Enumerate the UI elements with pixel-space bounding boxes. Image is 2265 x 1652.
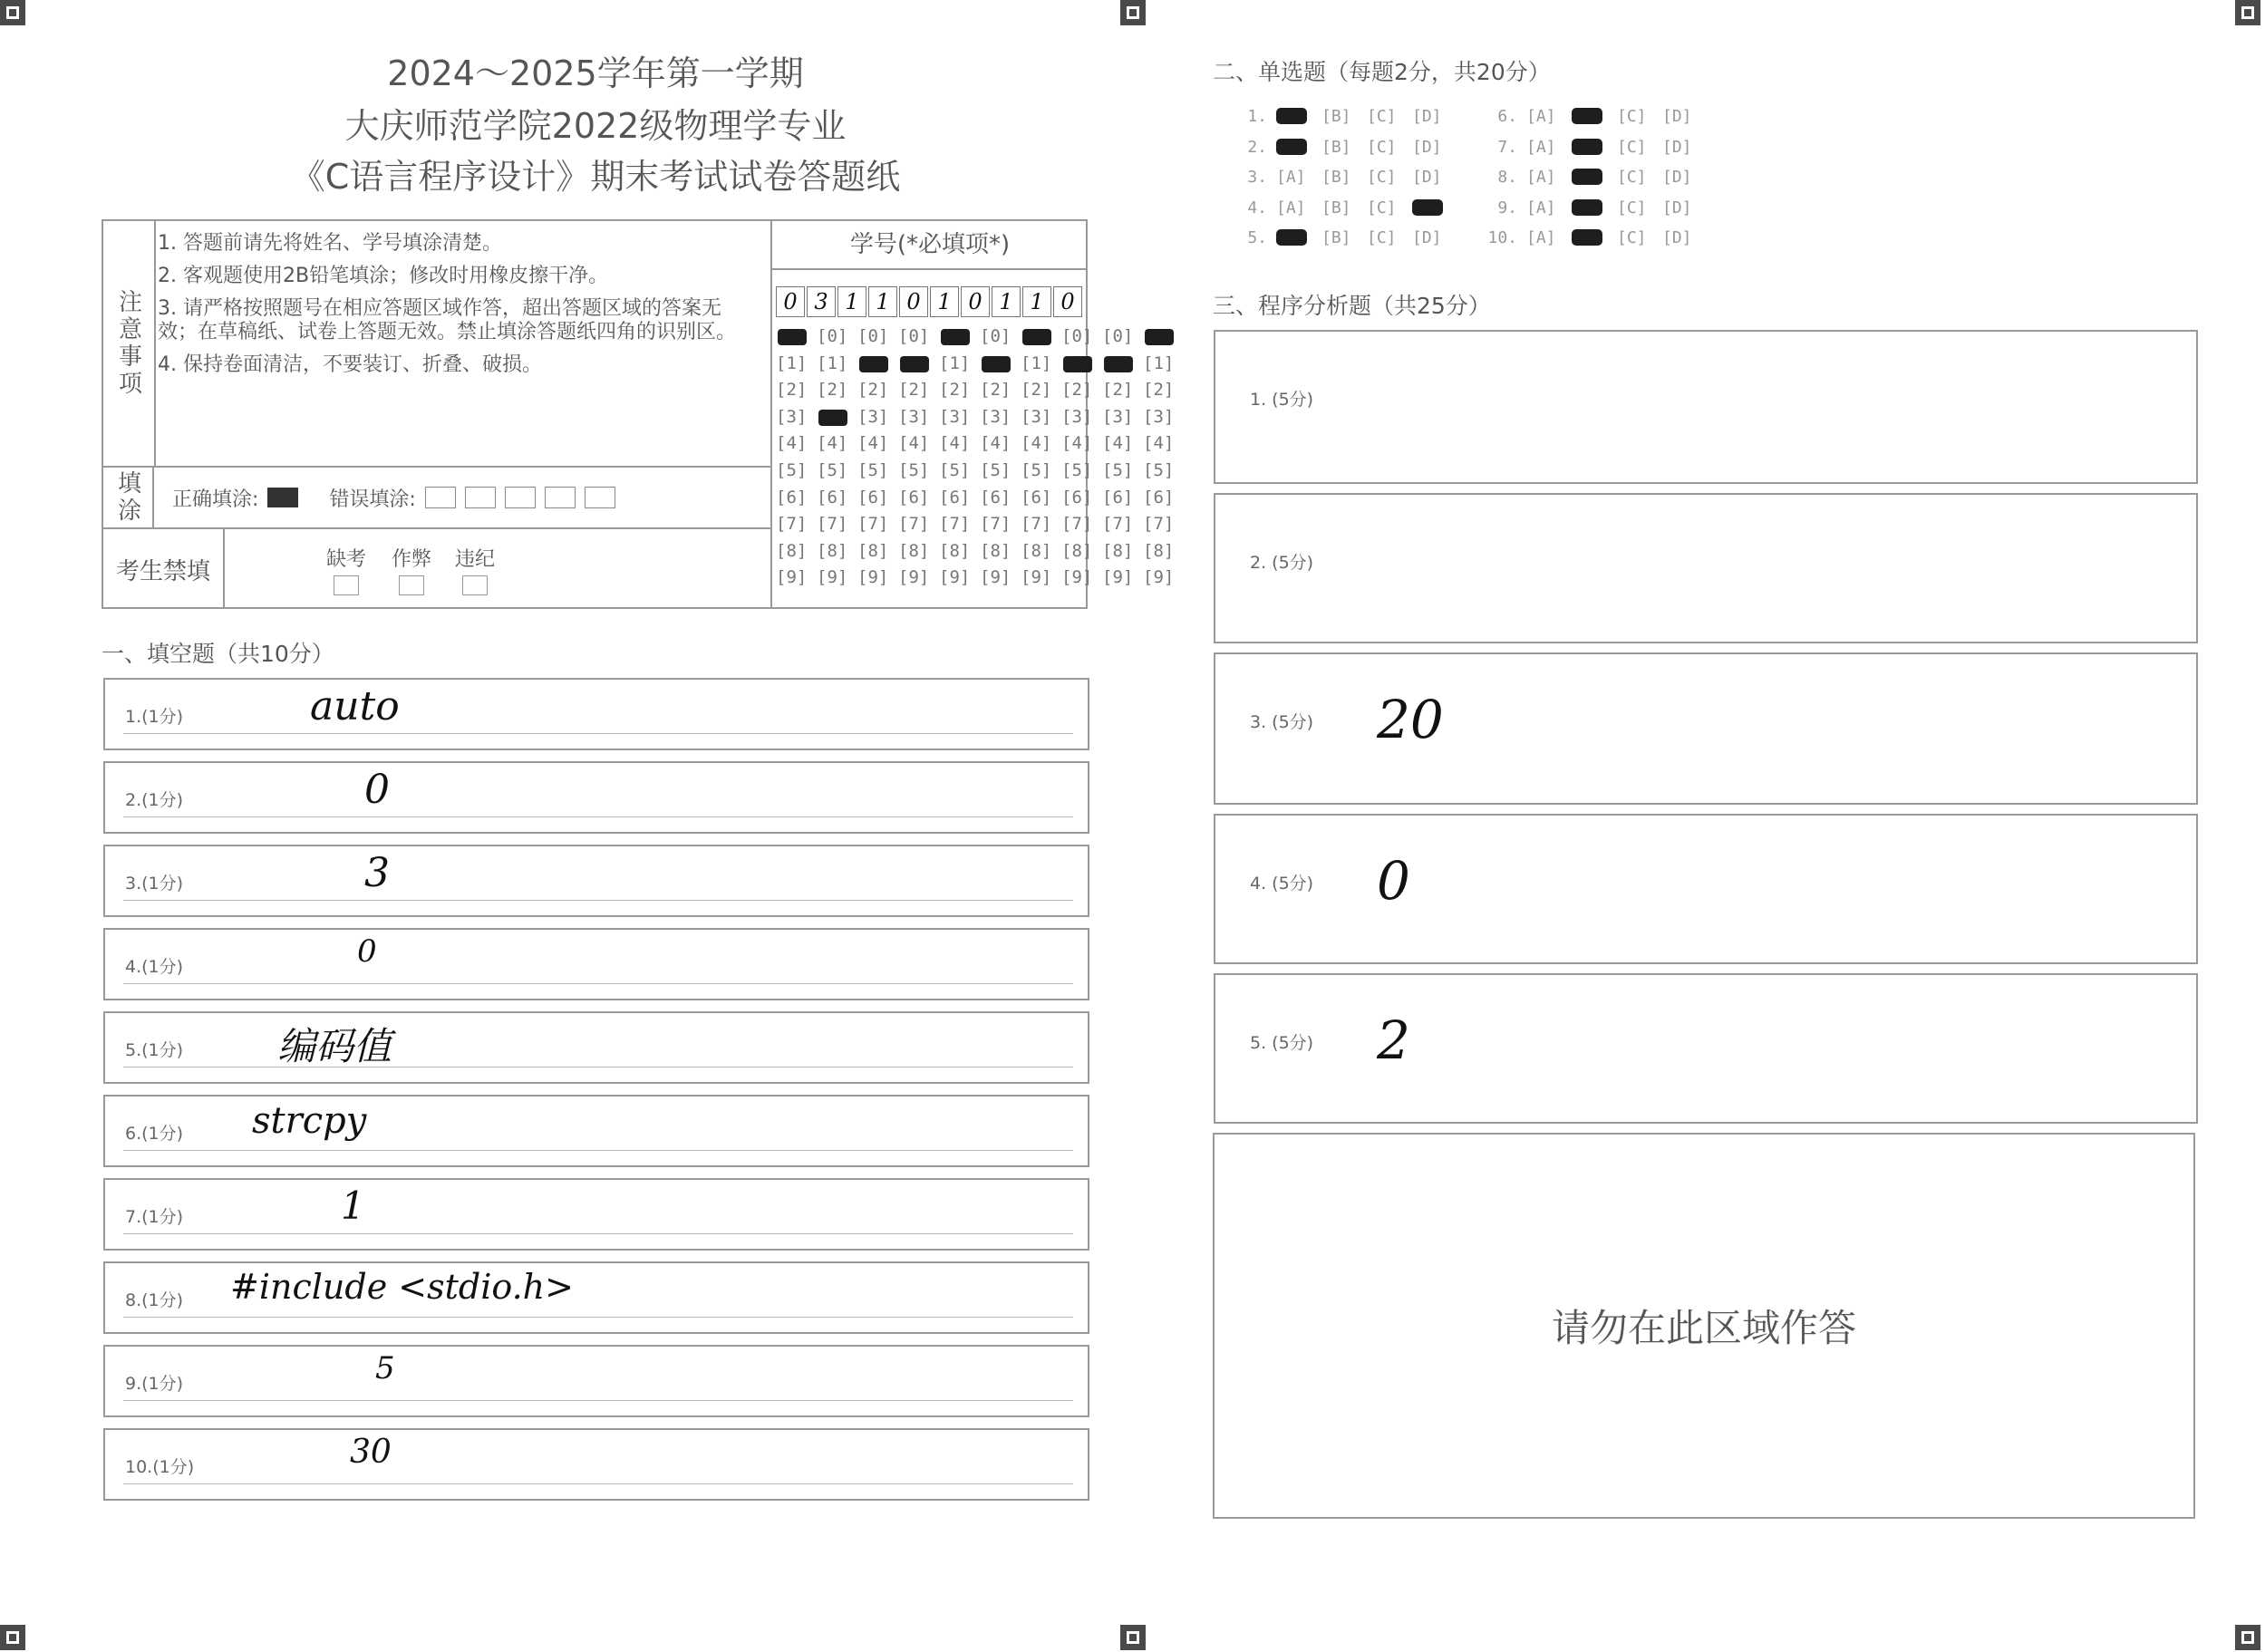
student-id-digit[interactable]: 3 (807, 286, 836, 317)
student-id-bubble[interactable]: [6] (898, 487, 930, 507)
student-id-bubble[interactable]: [4] (776, 433, 808, 454)
mcq-option[interactable]: [C] (1617, 137, 1647, 157)
no-answer-zone: 请勿在此区域作答 (1213, 1133, 2195, 1519)
student-id-digit[interactable]: 0 (961, 286, 990, 317)
fill-blank-box[interactable] (103, 1345, 1089, 1417)
mcq-option[interactable]: [A] (1276, 168, 1306, 188)
mcq-option-filled[interactable] (1276, 138, 1321, 157)
mcq-option[interactable]: [C] (1617, 198, 1647, 217)
student-id-bubble[interactable]: [3] (1143, 406, 1175, 427)
student-id-digit[interactable]: 1 (992, 286, 1021, 317)
student-id-bubble[interactable]: [6] (1021, 487, 1052, 507)
fill-blank-box[interactable] (103, 1095, 1089, 1167)
absent-item (326, 544, 366, 595)
mcq-row (1227, 193, 1735, 224)
student-id-bubble[interactable]: [9] (898, 567, 930, 588)
fill-blank-number: 7.(1分) (125, 1207, 184, 1227)
student-id-digit[interactable]: 0 (899, 286, 928, 317)
handwritten-answer: auto (310, 683, 400, 729)
cheating-item (392, 544, 431, 595)
student-id-bubble[interactable]: [3] (898, 406, 930, 427)
multiple-choice-grid (1227, 101, 1735, 254)
wrong-fill-label: 错误填涂: (329, 488, 416, 511)
program-analysis-box[interactable] (1214, 973, 2198, 1124)
student-id-bubble[interactable]: [8] (776, 540, 808, 561)
mcq-option[interactable]: [C] (1617, 107, 1647, 127)
mcq-question (1477, 107, 1728, 126)
fill-blank-number: 2.(1分) (125, 790, 184, 810)
mcq-row (1227, 162, 1735, 193)
fill-blank-number: 1.(1分) (125, 707, 184, 727)
notice-item: 2. 客观题使用2B铅笔填涂；修改时用橡皮擦干净。 (158, 265, 609, 287)
answer-line (123, 1067, 1073, 1068)
fill-blank-number: 10.(1分) (125, 1457, 195, 1477)
bubble-row (776, 460, 1184, 488)
mcq-option-filled[interactable] (1276, 107, 1321, 126)
header-exam: 《C语言程序设计》期末考试试卷答题纸 (290, 157, 901, 197)
notice-item: 4. 保持卷面清洁，不要装订、折叠、破损。 (158, 353, 542, 376)
student-id-bubble[interactable]: [9] (817, 567, 848, 588)
student-id-bubble[interactable]: [5] (857, 459, 889, 480)
bubble-row (776, 407, 1184, 434)
handwritten-answer: 编码值 (277, 1024, 392, 1068)
wrong-fill-sample-partial (545, 487, 576, 508)
mcq-question (1477, 198, 1728, 217)
mcq-option[interactable]: [B] (1321, 107, 1351, 127)
corner-marker-bottom-right (2235, 1625, 2260, 1650)
mcq-option-filled[interactable] (1276, 228, 1321, 247)
handwritten-answer: 0 (357, 933, 377, 970)
mcq-option-filled[interactable] (1572, 138, 1617, 157)
absent-label: 缺考 (326, 548, 367, 571)
answer-line (123, 1317, 1073, 1318)
student-id-bubble-filled[interactable] (857, 353, 898, 381)
fill-blank-number: 6.(1分) (125, 1124, 184, 1144)
mcq-number: 3. (1247, 168, 1267, 188)
fill-blank-box[interactable] (103, 845, 1089, 917)
student-id-bubble[interactable]: [9] (939, 567, 971, 588)
mcq-option[interactable]: [C] (1617, 228, 1647, 248)
mcq-question (1477, 168, 1728, 187)
student-id-bubble[interactable]: [9] (1143, 567, 1175, 588)
mcq-option[interactable]: [D] (1412, 137, 1442, 157)
mcq-option[interactable]: [C] (1367, 228, 1397, 248)
fill-label-cell (103, 466, 154, 527)
answer-line (123, 1400, 1073, 1401)
fill-label: 填涂 (113, 470, 141, 525)
mcq-option[interactable]: [D] (1662, 168, 1692, 188)
corner-marker-top-right (2235, 0, 2260, 25)
student-id-bubble[interactable]: [4] (898, 433, 930, 454)
mcq-row (1227, 132, 1735, 163)
mcq-number: 2. (1247, 137, 1267, 157)
mcq-row (1227, 223, 1735, 254)
student-id-bubble-filled[interactable] (817, 407, 857, 434)
student-id-bubble[interactable]: [6] (1102, 487, 1134, 507)
mcq-option[interactable]: [A] (1526, 228, 1556, 248)
student-id-bubble[interactable]: [1] (1143, 353, 1175, 373)
student-id-bubble[interactable]: [4] (1021, 433, 1052, 454)
mcq-option[interactable]: [C] (1367, 198, 1397, 217)
student-id-bubble[interactable]: [7] (857, 514, 889, 535)
program-analysis-box[interactable] (1214, 493, 2198, 643)
student-id-bubble-filled[interactable] (1021, 326, 1061, 353)
wrong-fill-sample-dot (425, 487, 456, 508)
prohibited-label: 考生禁填 (103, 527, 225, 609)
fill-blank-box[interactable] (103, 1261, 1089, 1334)
student-id-bubble[interactable]: [3] (857, 406, 889, 427)
handwritten-answer: strcpy (252, 1100, 367, 1142)
student-id-digit[interactable]: 1 (930, 286, 959, 317)
mcq-option[interactable]: [D] (1662, 137, 1692, 157)
student-id-bubble[interactable]: [8] (817, 540, 848, 561)
program-analysis-number: 3. (5分) (1250, 712, 1314, 732)
mcq-question (1227, 168, 1477, 187)
handwritten-answer: #include <stdio.h> (230, 1267, 574, 1307)
program-analysis-box[interactable] (1214, 652, 2198, 805)
correct-fill-sample (267, 488, 298, 507)
student-id-bubble-grid (776, 326, 1184, 594)
student-id-bubble[interactable]: [3] (980, 406, 1012, 427)
student-id-bubble[interactable]: [4] (857, 433, 889, 454)
section2-title: 二、单选题（每题2分，共20分） (1213, 59, 1551, 85)
student-id-bubble[interactable]: [0] (1102, 326, 1134, 346)
wrong-fill-sample-circle (585, 487, 615, 508)
student-id-bubble[interactable]: [3] (776, 406, 808, 427)
mcq-option-filled[interactable] (1572, 228, 1617, 247)
student-id-bubble[interactable]: [9] (980, 567, 1012, 588)
handwritten-answer: 0 (364, 767, 390, 813)
mcq-option[interactable]: [B] (1321, 198, 1351, 217)
student-id-bubble[interactable]: [3] (939, 406, 971, 427)
student-id-bubble-filled[interactable] (776, 326, 817, 353)
program-analysis-box[interactable] (1214, 814, 2198, 964)
student-id-bubble[interactable]: [7] (776, 514, 808, 535)
student-id-bubble[interactable]: [1] (939, 353, 971, 373)
handwritten-answer: 3 (364, 850, 390, 896)
mcq-number: 8. (1497, 168, 1517, 188)
student-id-panel (770, 221, 1175, 607)
student-id-bubble[interactable]: [6] (817, 487, 848, 507)
handwritten-answer: 30 (350, 1434, 392, 1471)
header-term: 2024～2025学年第一学期 (387, 53, 804, 93)
mcq-option-filled[interactable] (1412, 198, 1457, 217)
mcq-number: 5. (1247, 228, 1267, 248)
student-id-bubble[interactable]: [0] (1061, 326, 1093, 346)
student-id-bubble[interactable]: [8] (1021, 540, 1052, 561)
mcq-option[interactable]: [B] (1321, 168, 1351, 188)
student-id-bubble[interactable]: [8] (980, 540, 1012, 561)
student-id-bubble[interactable]: [8] (1102, 540, 1134, 561)
student-id-bubble[interactable]: [7] (1102, 514, 1134, 535)
mcq-number: 9. (1497, 198, 1517, 217)
student-id-bubble[interactable]: [5] (898, 459, 930, 480)
student-id-digits (776, 286, 1084, 317)
corner-marker-bottom-center (1120, 1625, 1146, 1650)
student-id-bubble[interactable]: [7] (898, 514, 930, 535)
student-id-bubble[interactable]: [8] (898, 540, 930, 561)
student-id-bubble[interactable]: [0] (817, 326, 848, 346)
student-id-bubble-filled[interactable] (939, 326, 980, 353)
mcq-option[interactable]: [A] (1526, 137, 1556, 157)
answer-line (123, 1150, 1073, 1151)
mcq-option[interactable]: [D] (1412, 228, 1442, 248)
student-id-bubble[interactable]: [3] (1061, 406, 1093, 427)
mcq-number: 4. (1247, 198, 1267, 217)
fill-blank-box[interactable] (103, 1428, 1089, 1501)
student-id-digit[interactable]: 0 (1053, 286, 1082, 317)
header-info-box (102, 219, 1175, 609)
bubble-row (776, 380, 1184, 407)
fill-blank-box[interactable] (103, 761, 1089, 834)
student-id-bubble[interactable]: [5] (939, 459, 971, 480)
student-id-bubble[interactable]: [6] (980, 487, 1012, 507)
mcq-option-filled[interactable] (1572, 107, 1617, 126)
cheating-label: 作弊 (392, 548, 432, 571)
student-id-bubble-filled[interactable] (1102, 353, 1143, 381)
mcq-option[interactable]: [D] (1662, 107, 1692, 127)
notice-label: 注意事项 (114, 289, 142, 398)
student-id-bubble[interactable]: [2] (980, 380, 1012, 401)
wrong-fill-sample-tick (465, 487, 496, 508)
program-analysis-number: 5. (5分) (1250, 1033, 1314, 1053)
student-id-bubble[interactable]: [7] (980, 514, 1012, 535)
student-id-bubble[interactable]: [7] (1061, 514, 1093, 535)
answer-line (123, 900, 1073, 901)
violation-item (455, 544, 495, 595)
correct-fill-label: 正确填涂: (172, 488, 259, 511)
student-id-bubble[interactable]: [9] (1021, 567, 1052, 588)
student-id-bubble[interactable]: [2] (776, 380, 808, 401)
notice-item: 1. 答题前请先将姓名、学号填涂清楚。 (158, 232, 502, 255)
student-id-bubble[interactable]: [5] (1102, 459, 1134, 480)
program-analysis-number: 4. (5分) (1250, 874, 1314, 894)
mcq-question (1227, 198, 1477, 217)
student-id-bubble-filled[interactable] (1061, 353, 1102, 381)
mcq-number: 1. (1247, 107, 1267, 127)
student-id-bubble[interactable]: [6] (939, 487, 971, 507)
handwritten-answer: 0 (1377, 850, 1410, 912)
student-id-bubble[interactable]: [6] (857, 487, 889, 507)
answer-line (123, 1483, 1073, 1484)
student-id-bubble[interactable]: [5] (776, 459, 808, 480)
section1-title: 一、填空题（共10分） (102, 641, 334, 667)
notice-item: 3. 请严格按照题号在相应答题区域作答，超出答题区域的答案无效；在草稿纸、试卷上答题无效。禁止填涂答题纸四角的识别区。 (158, 297, 737, 343)
fill-blank-box[interactable] (103, 678, 1089, 750)
student-id-bubble[interactable]: [1] (817, 353, 848, 373)
bubble-row (776, 541, 1184, 568)
mcq-option[interactable]: [A] (1526, 168, 1556, 188)
student-id-bubble[interactable]: [3] (1102, 406, 1134, 427)
mcq-question (1477, 138, 1728, 157)
mcq-question (1227, 107, 1477, 126)
mcq-option[interactable]: [A] (1526, 107, 1556, 127)
bubble-row (776, 353, 1184, 381)
bubble-row (776, 567, 1184, 594)
mcq-option[interactable]: [B] (1321, 228, 1351, 248)
answer-line (123, 983, 1073, 984)
mcq-option-filled[interactable] (1572, 168, 1617, 187)
violation-checkbox[interactable] (462, 575, 488, 595)
student-id-bubble[interactable]: [2] (1021, 380, 1052, 401)
handwritten-answer: 2 (1377, 1010, 1410, 1071)
corner-marker-top-left (0, 0, 25, 25)
mcq-option[interactable]: [A] (1526, 198, 1556, 217)
student-id-bubble-filled[interactable] (898, 353, 939, 381)
mcq-row (1227, 101, 1735, 132)
answer-line (123, 816, 1073, 817)
mcq-question (1477, 228, 1728, 247)
student-id-bubble[interactable]: [0] (980, 326, 1012, 346)
corner-marker-top-center (1120, 0, 1146, 25)
student-id-bubble[interactable]: [2] (1143, 380, 1175, 401)
student-id-bubble[interactable]: [5] (817, 459, 848, 480)
fill-blank-box[interactable] (103, 928, 1089, 1000)
mcq-option[interactable]: [B] (1321, 137, 1351, 157)
student-id-title: 学号(*必填项*) (772, 221, 1088, 270)
mcq-number: 7. (1497, 137, 1517, 157)
mcq-option-filled[interactable] (1572, 198, 1617, 217)
student-id-bubble[interactable]: [7] (817, 514, 848, 535)
mcq-question (1227, 228, 1477, 247)
program-analysis-number: 1. (5分) (1250, 390, 1314, 410)
student-id-bubble[interactable]: [9] (857, 567, 889, 588)
student-id-bubble[interactable]: [8] (1143, 540, 1175, 561)
student-id-bubble[interactable]: [2] (817, 380, 848, 401)
student-id-bubble[interactable]: [4] (939, 433, 971, 454)
corner-marker-bottom-left (0, 1625, 25, 1650)
fill-blank-number: 4.(1分) (125, 957, 184, 977)
student-id-bubble[interactable]: [2] (898, 380, 930, 401)
answer-line (123, 733, 1073, 734)
student-id-bubble[interactable]: [8] (1061, 540, 1093, 561)
fill-blank-number: 9.(1分) (125, 1374, 184, 1394)
mcq-number: 10. (1487, 228, 1517, 248)
bubble-row (776, 433, 1184, 460)
student-id-bubble[interactable]: [8] (857, 540, 889, 561)
student-id-bubble[interactable]: [9] (1102, 567, 1134, 588)
student-id-bubble[interactable]: [4] (1143, 433, 1175, 454)
cheating-checkbox[interactable] (399, 575, 424, 595)
bubble-row (776, 514, 1184, 541)
student-id-bubble[interactable]: [4] (817, 433, 848, 454)
notice-list (158, 232, 760, 386)
program-analysis-number: 2. (5分) (1250, 553, 1314, 573)
mcq-option[interactable]: [D] (1412, 168, 1442, 188)
student-id-bubble[interactable]: [9] (1061, 567, 1093, 588)
student-id-bubble[interactable]: [2] (1061, 380, 1093, 401)
student-id-bubble[interactable]: [1] (1021, 353, 1052, 373)
student-id-bubble[interactable]: [4] (1061, 433, 1093, 454)
mcq-question (1227, 138, 1477, 157)
student-id-digit[interactable]: 1 (868, 286, 897, 317)
student-id-bubble[interactable]: [2] (857, 380, 889, 401)
mcq-option[interactable]: [C] (1367, 107, 1397, 127)
wrong-fill-sample-line (505, 487, 536, 508)
student-id-bubble[interactable]: [4] (1102, 433, 1134, 454)
student-id-bubble[interactable]: [2] (1102, 380, 1134, 401)
student-id-digit[interactable]: 1 (1022, 286, 1051, 317)
mcq-option[interactable]: [D] (1412, 107, 1442, 127)
student-id-bubble[interactable]: [6] (776, 487, 808, 507)
student-id-bubble-filled[interactable] (1143, 326, 1184, 353)
fill-blank-box[interactable] (103, 1011, 1089, 1084)
bubble-row (776, 488, 1184, 515)
student-id-bubble[interactable]: [5] (1061, 459, 1093, 480)
student-id-bubble[interactable]: [4] (980, 433, 1012, 454)
mcq-option[interactable]: [C] (1367, 168, 1397, 188)
student-id-bubble[interactable]: [5] (980, 459, 1012, 480)
bubble-row (776, 326, 1184, 353)
mcq-number: 6. (1497, 107, 1517, 127)
student-id-bubble[interactable]: [1] (776, 353, 808, 373)
fill-example-row (154, 466, 770, 527)
header-school: 大庆师范学院2022级物理学专业 (344, 106, 847, 146)
student-id-bubble[interactable]: [0] (857, 326, 889, 346)
student-id-bubble[interactable]: [7] (1021, 514, 1052, 535)
mcq-option[interactable]: [C] (1367, 137, 1397, 157)
student-id-bubble[interactable]: [7] (939, 514, 971, 535)
handwritten-answer: 1 (341, 1183, 365, 1228)
student-id-bubble[interactable]: [5] (1021, 459, 1052, 480)
student-id-bubble[interactable]: [9] (776, 567, 808, 588)
student-id-digit[interactable]: 0 (776, 286, 805, 317)
student-id-bubble[interactable]: [5] (1143, 459, 1175, 480)
fill-blank-number: 3.(1分) (125, 874, 184, 894)
mcq-option[interactable]: [A] (1276, 198, 1306, 217)
student-id-bubble[interactable]: [0] (898, 326, 930, 346)
absent-checkbox[interactable] (334, 575, 359, 595)
program-analysis-box[interactable] (1214, 330, 2198, 484)
fill-blank-number: 8.(1分) (125, 1290, 184, 1310)
handwritten-answer: 5 (375, 1350, 395, 1386)
student-id-digit[interactable]: 1 (837, 286, 866, 317)
answer-line (123, 1233, 1073, 1234)
mcq-option[interactable]: [D] (1662, 198, 1692, 217)
student-id-bubble[interactable]: [3] (1021, 406, 1052, 427)
mcq-option[interactable]: [C] (1617, 168, 1647, 188)
violation-label: 违纪 (455, 548, 496, 571)
student-id-bubble[interactable]: [2] (939, 380, 971, 401)
notice-label-cell (103, 221, 156, 466)
student-id-bubble[interactable]: [7] (1143, 514, 1175, 535)
student-id-bubble[interactable]: [8] (939, 540, 971, 561)
fill-blank-box[interactable] (103, 1178, 1089, 1251)
mcq-option[interactable]: [D] (1662, 228, 1692, 248)
prohibited-row (225, 527, 770, 609)
handwritten-answer: 20 (1377, 689, 1444, 750)
student-id-bubble-filled[interactable] (980, 353, 1021, 381)
section3-title: 三、程序分析题（共25分） (1213, 293, 1491, 319)
student-id-bubble[interactable]: [6] (1061, 487, 1093, 507)
student-id-bubble[interactable]: [6] (1143, 487, 1175, 507)
fill-blank-number: 5.(1分) (125, 1040, 184, 1060)
